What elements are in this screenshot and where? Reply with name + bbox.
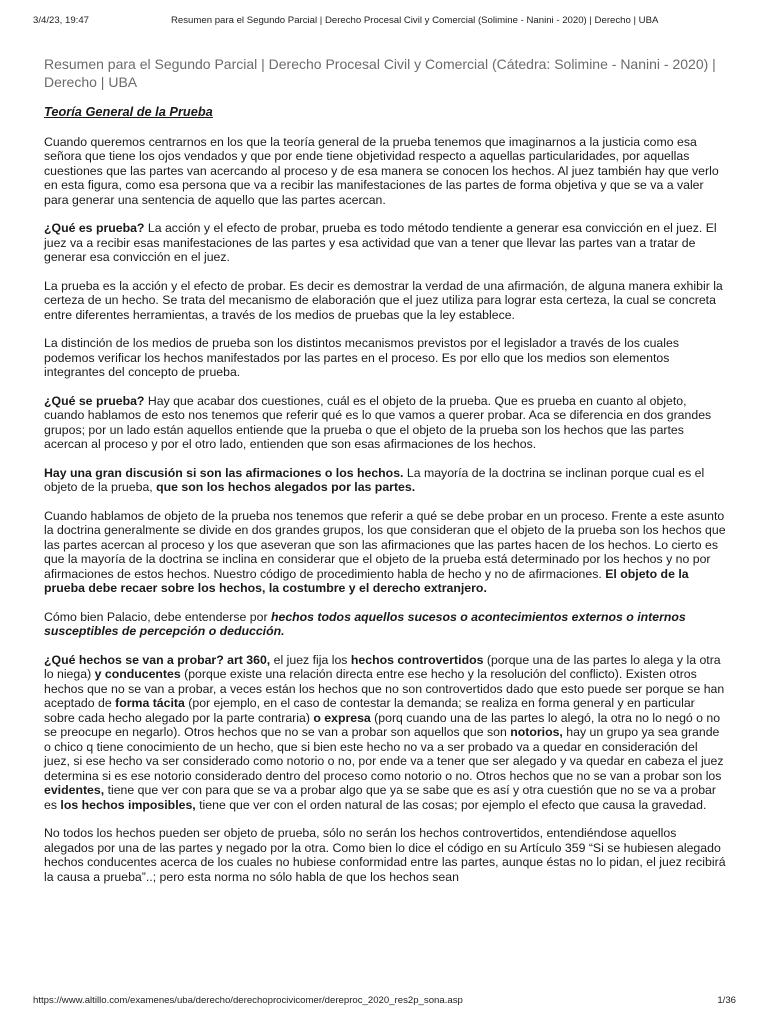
- paragraph-text: el juez fija los: [270, 652, 351, 667]
- print-footer: [33, 995, 736, 1007]
- emphasized-text: forma tácita: [115, 696, 185, 710]
- emphasized-text: ¿Qué se prueba?: [44, 393, 145, 408]
- paragraph: [44, 394, 726, 452]
- paragraph: [44, 509, 726, 596]
- emphasized-text: hechos todos aquellos sucesos o acontecimientos externos o internos susceptibles de percepción o deducción.: [44, 609, 686, 638]
- paragraph: [44, 826, 726, 884]
- emphasized-text: notorios,: [510, 725, 563, 739]
- emphasized-text: ¿Qué hechos se van a probar? art 360,: [44, 652, 271, 667]
- paragraph-text: Cuando queremos centrarnos en los que la teoría general de la prueba tenemos que imaginarnos a la justicia como esa señora que tiene los ojos vendados y que por ende tiene objetividad respecto a aquellas particularidades, por aquellas cuestiones que las partes van acercando al proceso y de esa manera se conocen los hechos. Al juez también hay que verlo en esta figura, como esa persona que va a recibir las manifestaciones de las partes de forma objetiva y que se va a valer para generar una sentencia de aquello que las partes acercan.: [44, 134, 719, 207]
- emphasized-text: El objeto de la prueba debe recaer sobre los hechos, la costumbre y el derecho extranjero.: [44, 566, 689, 595]
- page-url-link[interactable]: https://www.altillo.com/examenes/uba/derecho/derechoprocivicomer/dereproc_2020_res2p_sona.asp: [33, 995, 463, 1006]
- print-datetime: 3/4/23, 19:47: [33, 15, 90, 26]
- paragraph-text: tiene que ver con para que se va a probar algo que ya se sabe que es así y otra cuestión que no se va a probar es: [44, 783, 716, 812]
- paragraph-text: No todos los hechos pueden ser objeto de prueba, sólo no serán los hechos controvertidos, entendiéndose aquellos alegados por una de las partes y negado por la otra. Como bien lo dice el código en su Artículo 359 “Si se hubiesen alegado hechos conducentes acerca de los cuales no hubiese conformidad entre las partes, aunque éstas no lo pidan, el juez recibirá la causa a prueba”..; pero esta norma no sólo habla de que los hechos sean: [44, 826, 726, 884]
- emphasized-text: o expresa: [313, 710, 371, 725]
- emphasized-text: evidentes,: [44, 783, 105, 797]
- paragraph: [44, 279, 726, 323]
- paragraph-text: Cuando hablamos de objeto de la prueba nos tenemos que referir a qué se debe probar en un proceso. Frente a este asunto la doctrina generalmente se divide en dos grandes grupos, los que consideran que el objeto de la prueba son los hechos que las partes acercan al proceso y los que aseveran que son las afirmaciones que las partes hacen de los hechos. Lo cierto es que la mayoría de la doctrina se inclina en considerar que el objeto de la prueba está determinado por los hechos y no por afirmaciones de estos hechos. Nuestro código de procedimiento habla de hecho y no de afirmaciones.: [44, 508, 726, 581]
- emphasized-text: y conducentes: [94, 667, 181, 681]
- emphasized-text: hechos controvertidos: [350, 652, 484, 667]
- emphasized-text: que son los hechos alegados por las partes.: [156, 480, 416, 494]
- emphasized-text: ¿Qué es prueba?: [44, 221, 145, 235]
- article-body: [44, 105, 726, 898]
- paragraph-list: [44, 135, 726, 885]
- paragraph-text: (porque existe una relación directa entre ese hecho y la resolución del conflicto). Existen otros hechos que no se van a probar, a veces están los hechos que no son controvertidos dado que esto puede ser porque se han aceptado de: [44, 667, 725, 710]
- paragraph-text: tiene que ver con el orden natural de las cosas; por ejemplo el efecto que causa la gravedad.: [195, 797, 707, 812]
- paragraph-text: Hay que acabar dos cuestiones, cuál es el objeto de la prueba. Que es prueba en cuanto al objeto, cuando hablamos de esto nos tenemos que referir qué es lo que vamos a querer probar. Aca se diferencia en dos grandes grupos; por un lado están aquellos entiende que la prueba o que el objeto de la prueba son los hechos que las partes acercan al proceso y por el otro lado, entienden que son esas afirmaciones de los hechos.: [44, 393, 712, 451]
- section-heading: Teoría General de la Prueba: [44, 104, 213, 119]
- paragraph-text: Cómo bien Palacio, debe entenderse por: [44, 609, 271, 624]
- paragraph: [44, 135, 726, 208]
- paragraph: [44, 610, 726, 639]
- paragraph-text: La acción y el efecto de probar, prueba es todo método tendiente a generar esa convicción en el juez. El juez va a recibir esas manifestaciones de las partes y esa actividad que van a tener que llevar las partes van a tratar de generar esa convicción en el juez.: [44, 221, 717, 264]
- emphasized-text: los hechos imposibles,: [60, 797, 196, 812]
- paragraph-text: (por ejemplo, en el caso de contestar la demanda; se realiza en forma general y en particular sobre cada hecho alegado por la parte contraria): [44, 696, 695, 725]
- page-title: Resumen para el Segundo Parcial | Derecho Procesal Civil y Comercial (Cátedra: Solimine - Nanini - 2020) | Derecho | UBA: [44, 56, 716, 90]
- paragraph: [44, 653, 726, 813]
- paragraph: [44, 221, 726, 265]
- paragraph-text: La prueba es la acción y el efecto de probar. Es decir es demostrar la verdad de una afirmación, de alguna manera exhibir la certeza de un hecho. Se trata del mecanismo de elaboración que el juez utiliza para lograr esta certeza, la cual se concreta entre diferentes herramientas, a través de los medios de pruebas que la ley establece.: [44, 278, 723, 322]
- paragraph-text: La mayoría de la doctrina se inclinan porque cual es el objeto de la prueba,: [44, 465, 705, 494]
- print-page-title: Resumen para el Segundo Parcial | Derecho Procesal Civil y Comercial (Solimine - Nanini - 2020) | Derecho | UBA: [171, 15, 659, 26]
- paragraph: [44, 466, 726, 495]
- paragraph-text: (porque una de las partes lo alega y la otra lo niega): [44, 652, 721, 681]
- paragraph-text: La distinción de los medios de prueba son los distintos mecanismos previstos por el legislador a través de los cuales podemos verificar los hechos manifestados por las partes en el proceso. Es por ello que los medios son elementos integrantes del concepto de prueba.: [44, 336, 679, 379]
- paragraph-text: hay un grupo ya sea grande o chico q tiene conocimiento de un hecho, que si bien este hecho no va a ser probado va a quedar en consideración del juez, si ese hecho va ser considerado como notorio o no, por ende va a tener que ser alegado y va quedar en cabeza el juez determina si es ese notorio considerado dentro del proceso como notorio o no. Otros hechos que no se van a probar son los: [44, 725, 724, 783]
- paragraph-text: (porq cuando una de las partes lo alegó, la otra no lo negó o no se preocupe en negarlo). Otros hechos que no se van a probar son aquellos que son: [44, 710, 721, 739]
- emphasized-text: Hay una gran discusión si son las afirmaciones o los hechos.: [44, 465, 404, 480]
- page-number: 1/36: [717, 995, 736, 1006]
- paragraph: [44, 336, 726, 380]
